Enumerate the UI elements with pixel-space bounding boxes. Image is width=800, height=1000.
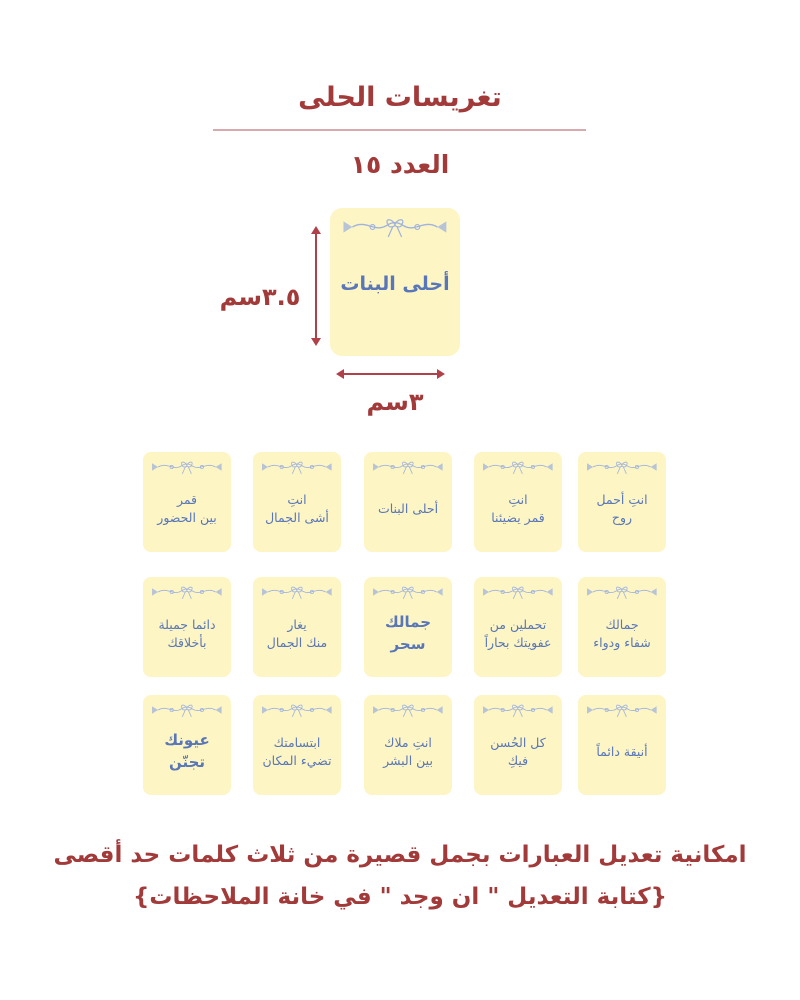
ribbon-icon (259, 701, 335, 719)
phrase-card-text (153, 476, 220, 552)
phrase-card (253, 577, 341, 677)
ribbon-icon (259, 458, 335, 476)
phrase-card-text (259, 719, 336, 795)
sample-card-label: أحلى البنات (340, 273, 450, 296)
width-label: ٣سم (366, 388, 424, 416)
note-line-2: {كتابة التعديل " ان وجد " في خانة الملاحظات} (132, 884, 668, 910)
phrase-line: انتِ (508, 491, 528, 507)
phrase-card-text (592, 476, 651, 552)
phrase-line: فيكِ (507, 753, 529, 768)
ribbon-icon (149, 458, 225, 476)
ribbon-icon (149, 583, 225, 601)
note-line-1: امكانية تعديل العبارات بجمل قصيرة من ثلاث كلمات حد أقصى (53, 842, 747, 868)
phrase-line: ابتسامتك (273, 734, 321, 750)
phrase-line: منك الجمال (266, 635, 328, 650)
ribbon-icon (584, 583, 660, 601)
ribbon-icon (584, 458, 660, 476)
phrase-card (474, 452, 562, 552)
page-title: تغريسات الحلى (298, 82, 502, 113)
phrase-card-text (374, 476, 442, 552)
title-divider (213, 129, 586, 131)
phrase-card (143, 577, 231, 677)
phrase-line: جمالك (384, 613, 432, 632)
phrase-card (143, 452, 231, 552)
phrase-card-text (589, 601, 654, 677)
height-label: ٣.٥سم (219, 283, 301, 311)
phrase-line: كل الحُسن (490, 734, 546, 750)
phrase-line: انتِ ملاك (384, 734, 432, 750)
phrase-card-text (261, 476, 333, 552)
ribbon-icon (480, 583, 556, 601)
phrase-card (143, 695, 231, 795)
ribbon-icon (339, 214, 451, 240)
ribbon-icon (370, 583, 446, 601)
issue-number: العدد ١٥ (350, 150, 450, 179)
phrase-line: جمالك (605, 616, 639, 632)
phrase-line: بين الحضور (157, 510, 217, 525)
ribbon-icon (370, 701, 446, 719)
phrase-card (474, 695, 562, 795)
ribbon-icon (480, 701, 556, 719)
ribbon-icon (149, 701, 225, 719)
phrase-line: شفاء ودواء (593, 635, 651, 650)
sample-card (330, 208, 460, 356)
phrase-line: بأخلاقك (167, 635, 207, 650)
phrase-card (474, 577, 562, 677)
phrase-line: أحلى البنات (377, 500, 439, 516)
phrase-card (364, 452, 452, 552)
phrase-card-text (154, 601, 219, 677)
phrase-line: عيونك (164, 731, 210, 750)
phrase-card-text (263, 601, 331, 677)
phrase-card-text (592, 719, 651, 795)
phrase-line: انتِ (287, 491, 307, 507)
phrase-line: بين البشر (383, 753, 433, 768)
phrase-card (364, 577, 452, 677)
phrase-line: يغار (287, 616, 307, 632)
width-arrow (338, 373, 443, 375)
phrase-line: انتِ أحمل (596, 491, 648, 507)
phrase-card-text (160, 719, 213, 795)
phrase-card (364, 695, 452, 795)
phrase-line: تضيء المكان (262, 753, 332, 768)
ribbon-icon (259, 583, 335, 601)
ribbon-icon (584, 701, 660, 719)
phrase-card (253, 452, 341, 552)
phrase-line: تحملين من (489, 616, 547, 632)
phrase-card (578, 577, 666, 677)
phrase-line: أشى الجمال (265, 510, 329, 525)
phrase-card-text (486, 719, 549, 795)
phrase-line: أنيقة دائماً (596, 743, 648, 759)
ribbon-icon (480, 458, 556, 476)
phrase-line: دائما جميلة (158, 616, 216, 632)
phrase-line: قمر يضيئنا (491, 510, 545, 525)
phrase-line: روح (611, 510, 633, 525)
height-arrow (315, 228, 317, 344)
phrase-card-text (379, 719, 437, 795)
phrase-line: سحر (390, 635, 426, 653)
phrase-line: عفويتك بحاراً (484, 635, 552, 650)
phrase-card (578, 695, 666, 795)
phrase-card (253, 695, 341, 795)
phrase-line: قمر (176, 491, 198, 507)
phrase-card-text (487, 476, 549, 552)
phrase-card (578, 452, 666, 552)
phrase-card-text (381, 601, 435, 677)
phrase-card-text (481, 601, 556, 677)
ribbon-icon (370, 458, 446, 476)
phrase-line: تجنّن (168, 753, 206, 771)
